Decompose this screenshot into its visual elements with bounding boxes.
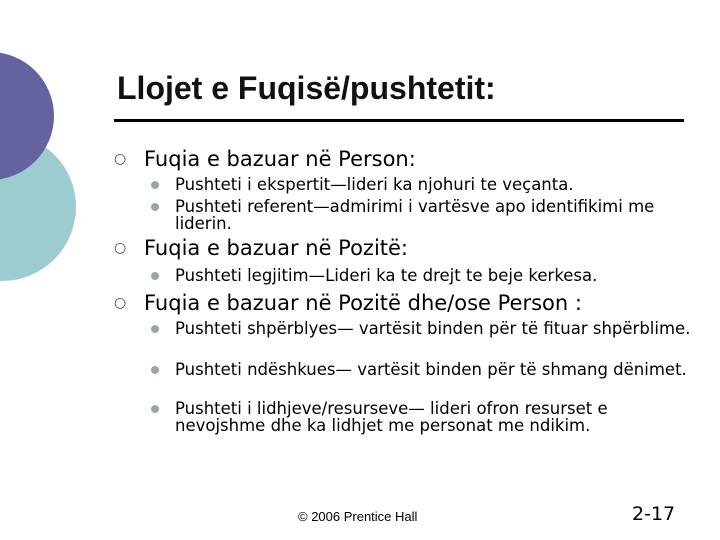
list-item: Pushteti shpërblyes— vartësit binden për të fituar shpërblime. [175, 319, 691, 338]
list-item: Pushteti legjitim—Lideri ka te drejt te beje kerkesa. [175, 266, 598, 285]
ring-bullet-icon: ○ [114, 240, 127, 256]
page-number: 2-17 [632, 503, 676, 525]
list-item: Pushteti i ekspertit—lideri ka njohuri te veçanta. [175, 175, 574, 194]
slide-decoration [0, 0, 120, 300]
list-item: Pushteti referent—admirimi i vartësve apo identifikimi me liderin. [175, 197, 655, 233]
dot-bullet-icon [151, 181, 159, 189]
dot-bullet-icon [151, 366, 159, 374]
dot-bullet-icon [151, 203, 159, 211]
section-heading: Fuqia e bazuar në Pozitë dhe/ose Person : [144, 291, 582, 315]
slide-title: Llojet e Fuqisë/pushtetit: [117, 70, 496, 106]
section-heading: Fuqia e bazuar në Pozitë: [144, 236, 409, 260]
ring-bullet-icon: ○ [114, 151, 127, 167]
copyright-footer: © 2006 Prentice Hall [298, 509, 418, 524]
list-item: Pushteti ndëshkues— vartësit binden për të shmang dënimet. [175, 360, 687, 379]
dot-bullet-icon [151, 325, 159, 333]
title-divider [114, 119, 684, 122]
dot-bullet-icon [151, 272, 159, 280]
ring-bullet-icon: ○ [114, 295, 127, 311]
list-item: Pushteti i lidhjeve/resurseve— lideri ofron resurset e nevojshme dhe ka lidhjet me personat me ndikim. [175, 399, 608, 435]
dot-bullet-icon [151, 405, 159, 413]
section-heading: Fuqia e bazuar në Person: [144, 147, 416, 171]
